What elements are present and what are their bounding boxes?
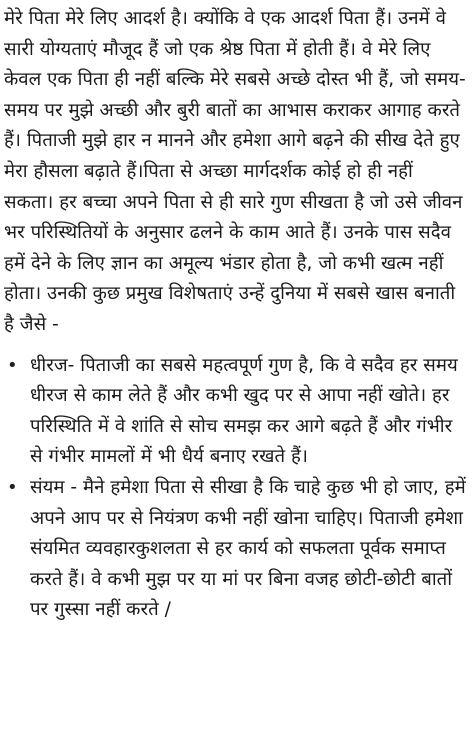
list-item-text: धीरज- पिताजी का सबसे महत्वपूर्ण गुण है, कि वे सदैव हर समय धीरज से काम लेते हैं और कभी खुद पर से आपा नहीं खोते। हर परिस्थिति में वे शांति से सोच समझ कर आगे बढ़ते हैं और गंभीर से गंभीर मामलों में भी धैर्य बनाए रखते हैं। xyxy=(30,354,458,468)
intro-paragraph: मेरे पिता मेरे लिए आदर्श है। क्योंकि वे एक आदर्श पिता हैं। उनमें वे सारी योग्यताएं मौजूद हैं जो एक श्रेष्ठ पिता में होती हैं। वे मेरे लिए केवल एक पिता ही नहीं बल्कि मेरे सबसे अच्छे दोस्त भी हैं, जो समय-समय पर मुझे अच्छी और बुरी बातों का आभास कराकर आगाह करते हैं। पिताजी मुझे हार न मानने और हमेशा आगे बढ़ने की सीख देते हुए मेरा हौसला बढ़ाते हैं।पिता से अच्छा मार्गदर्शक कोई हो ही नहीं सकता। हर बच्चा अपने पिता से ही सारे गुण सीखता है जो उसे जीवन भर परिस्थितियों के अनुसार ढलने के काम आते हैं। उनके पास सदैव हमें देने के लिए ज्ञान का अमूल्य भंडार होता है, जो कभी खत्म नहीं होता। उनकी कुछ प्रमुख विशेषताएं उन्हें दुनिया में सबसे खास बनाती है जैसे - xyxy=(4,8,466,335)
list-item xyxy=(4,351,470,473)
bullet-marker: • xyxy=(7,476,18,498)
document-body xyxy=(4,4,470,626)
qualities-list xyxy=(4,351,470,626)
list-item-text: संयम - मैने हमेशा पिता से सीखा है कि चाहे कुछ भी हो जाए, हमें अपने आप पर से नियंत्रण कभी नहीं खोना चाहिए। पिताजी हमेशा संयमित व्यवहारकुशलता से हर कार्य को सफलता पूर्वक समाप्त करते हैं। वे कभी मुझ पर या मां पर बिना वजह छोटी-छोटी बातों पर गुस्सा नहीं करते / xyxy=(30,476,466,621)
bullet-marker: • xyxy=(7,354,18,376)
list-item xyxy=(4,473,470,626)
